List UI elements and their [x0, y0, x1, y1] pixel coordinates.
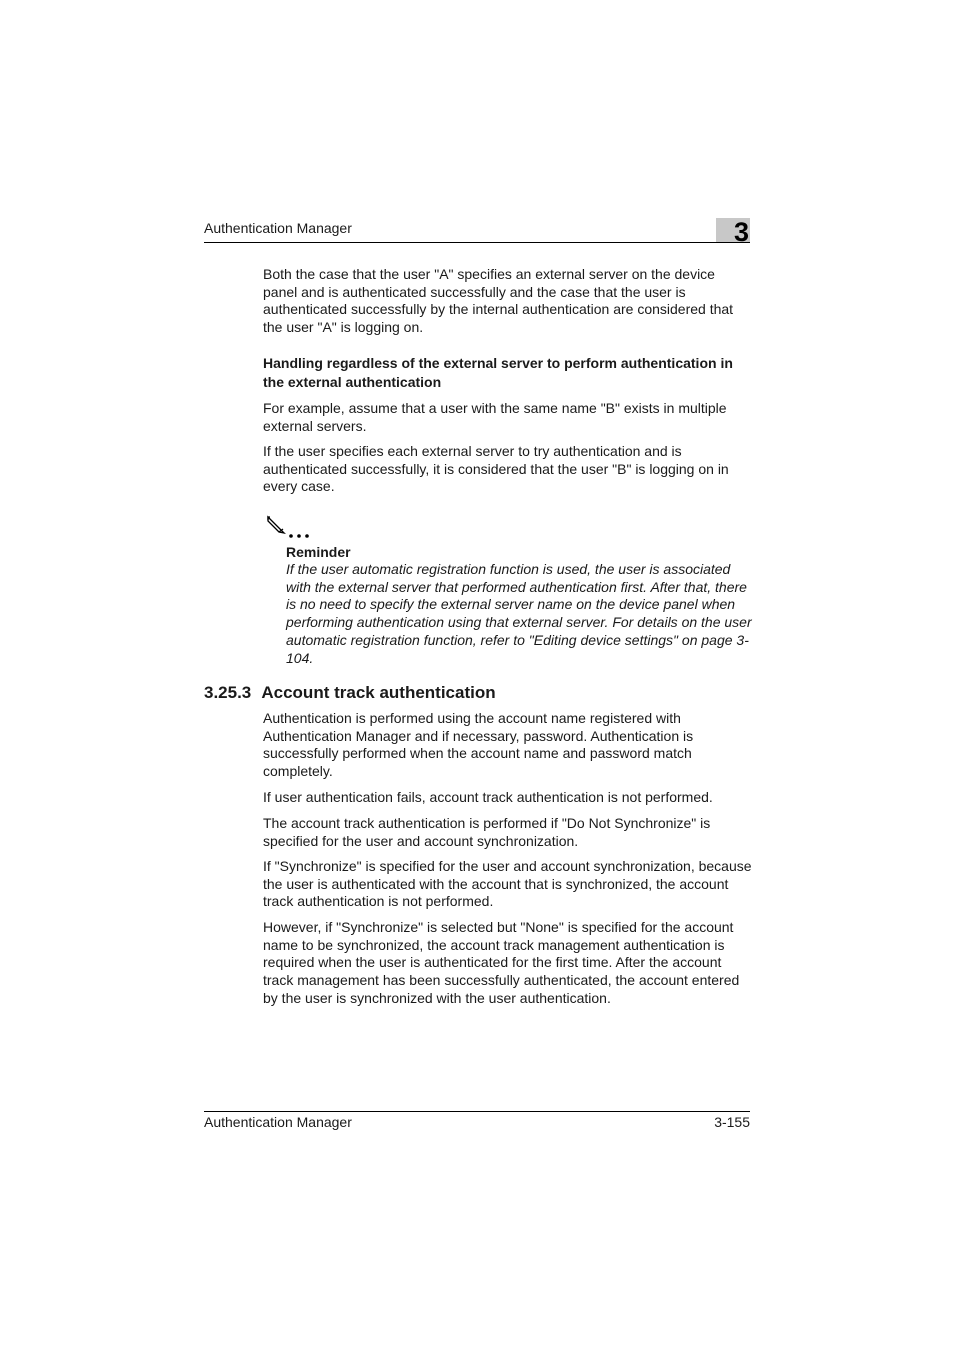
subheading-external-server: Handling regardless of the external server to perform authentication in the external authentication — [263, 355, 733, 390]
paragraph-auth-fails: If user authentication fails, account track authentication is not performed. — [263, 789, 713, 805]
paragraph-each-server: If the user specifies each external server to try authentication and is authenticated successfully, it is considered that the user "B" is logging on in every case. — [263, 443, 729, 495]
header-divider — [204, 242, 750, 243]
pencil-note-icon — [265, 513, 315, 541]
section-number: 3.25.3 — [204, 683, 252, 702]
section-title: Account track authentication — [261, 683, 496, 702]
running-header-title: Authentication Manager — [204, 220, 352, 236]
chapter-number: 3 — [733, 217, 749, 247]
reminder-text: If the user automatic registration function is used, the user is associated with the external server that performed authentication first. After that, there is no need to specify the external server name on the device panel when performing authentication using that external server. For details on the user automatic registration function, refer to "Editing device settings" on page 3-104. — [286, 561, 752, 666]
paragraph-example-user-b: For example, assume that a user with the same name "B" exists in multiple external servers. — [263, 400, 727, 434]
footer-title: Authentication Manager — [204, 1114, 352, 1130]
paragraph-case-user-a: Both the case that the user "A" specifies an external server on the device panel and is authenticated successfully and the case that the user is authenticated successfully by the internal authentication are considered that the user "A" is logging on. — [263, 266, 734, 336]
footer-divider — [204, 1111, 750, 1112]
reminder-label: Reminder — [286, 544, 351, 560]
paragraph-synchronize: If "Synchronize" is specified for the user and account synchronization, because the user is authenticated with the account that is synchronized, the account track authentication is not performed. — [263, 858, 752, 910]
paragraph-account-name: Authentication is performed using the account name registered with Authentication Manager and if necessary, password. Authentication is successfully performed when the account name and password match completely. — [263, 710, 694, 780]
section-heading — [204, 683, 496, 703]
paragraph-do-not-synchronize: The account track authentication is performed if "Do Not Synchronize" is specified for the user and account synchronization. — [263, 815, 711, 849]
page-number: 3-155 — [714, 1114, 750, 1130]
chapter-tab — [716, 217, 750, 247]
paragraph-synchronize-none: However, if "Synchronize" is selected but "None" is specified for the account name to be synchronized, the account track management authentication is required when the user is authenticated for the first time. After the account track management has been successfully authenticated, the account entered by the user is synchronized with the user authentication. — [263, 919, 740, 1006]
